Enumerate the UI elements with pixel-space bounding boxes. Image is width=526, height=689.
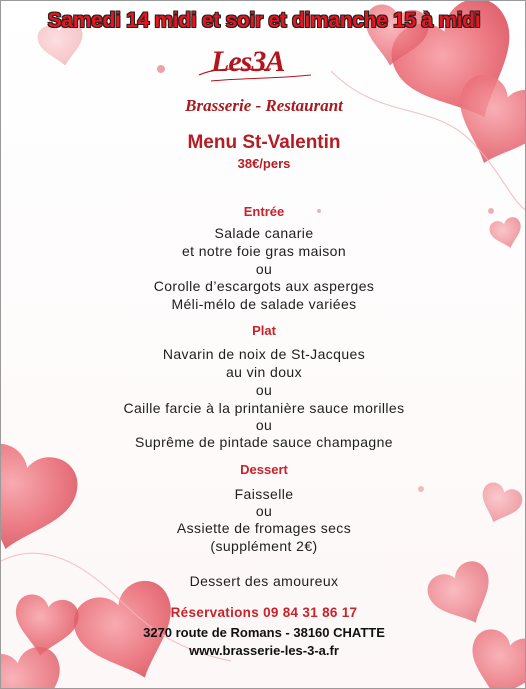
menu-price: 38€/pers	[237, 156, 291, 171]
menu-line: Méli-mélo de salade variées	[171, 296, 357, 312]
restaurant-subtitle: Brasserie - Restaurant	[185, 96, 343, 115]
menu-line: Suprême de pintade sauce champagne	[135, 434, 393, 450]
menu-line: ou	[255, 417, 273, 433]
section-heading-plat: Plat	[252, 323, 276, 338]
menu-line: Salade canarie	[214, 225, 314, 241]
menu-line: et notre foie gras maison	[181, 243, 347, 259]
menu-line: ou	[255, 261, 273, 277]
section-heading-dessert: Dessert	[240, 462, 288, 477]
menu-line: au vin doux	[225, 364, 302, 380]
address: 3270 route de Romans - 38160 CHATTE	[143, 625, 385, 640]
menu-line: ou	[255, 503, 273, 519]
menu-line: Caille farcie à la printanière sauce morilles	[123, 400, 405, 416]
reservations-phone: Réservations 09 84 31 86 17	[170, 605, 358, 620]
section-heading-entree: Entrée	[243, 204, 285, 219]
logo-text: Les3A	[211, 45, 285, 78]
menu-title: Menu St-Valentin	[187, 132, 341, 153]
menu-line: Navarin de noix de St-Jacques	[162, 346, 366, 362]
menu-line: Corolle d’escargots aux asperges	[153, 278, 375, 294]
menu-line: Faisselle	[234, 486, 294, 502]
menu-line: (supplément 2€)	[210, 538, 318, 554]
date-banner: Samedi 14 midi et soir et dimanche 15 à midi	[47, 9, 481, 32]
website-link[interactable]: www.brasserie-les-3-a.fr	[189, 643, 339, 658]
menu-line: ou	[255, 382, 273, 398]
menu-line: Dessert des amoureux	[189, 573, 339, 589]
menu-line: Assiette de fromages secs	[176, 520, 352, 536]
